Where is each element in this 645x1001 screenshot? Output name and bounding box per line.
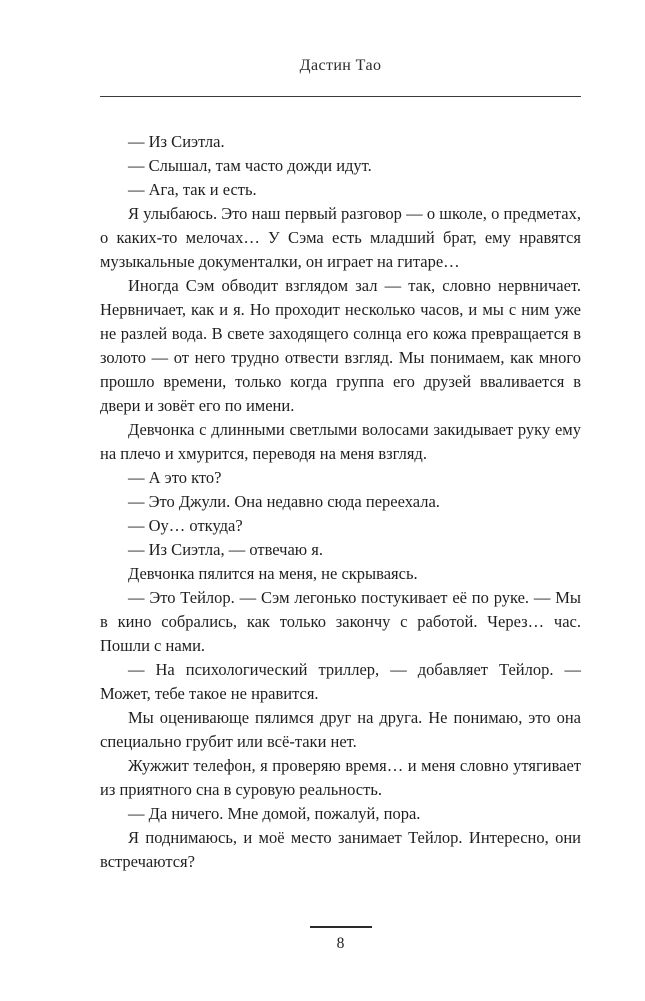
footer-rule xyxy=(310,926,372,928)
paragraph: Девчонка пялится на меня, не скрываясь. xyxy=(128,564,418,583)
paragraph: — Слышал, там часто дожди идут. xyxy=(128,156,372,175)
page-number: 8 xyxy=(336,935,345,952)
paragraph: Я улыбаюсь. Это наш первый разговор — о школе, о предметах, о каких-то мелочах… У Сэма есть младший брат, ему нравятся музыкальные документалки, он играет на гитаре… xyxy=(100,204,581,271)
paragraph: — Это Тейлор. — Сэм легонько постукивает её по руке. — Мы в кино собрались, как только закончу с работой. Через… час. Пошли с нами. xyxy=(100,588,581,655)
header-author-name: Дастин Тао xyxy=(299,57,382,74)
paragraph: — Ага, так и есть. xyxy=(128,180,257,199)
paragraph: — Из Сиэтла, — отвечаю я. xyxy=(128,540,323,559)
paragraph: — Да ничего. Мне домой, пожалуй, пора. xyxy=(128,804,421,823)
paragraph: — На психологический триллер, — добавляет Тейлор. — Может, тебе такое не нравится. xyxy=(100,660,581,703)
paragraph: — А это кто? xyxy=(128,468,222,487)
paragraph: — Оу… откуда? xyxy=(128,516,243,535)
running-header xyxy=(100,0,581,97)
paragraph: Девчонка с длинными светлыми волосами закидывает руку ему на плечо и хмурится, переводя на меня взгляд. xyxy=(100,420,581,463)
paragraph: — Это Джули. Она недавно сюда переехала. xyxy=(128,492,440,511)
paragraph: Я поднимаюсь, и моё место занимает Тейлор. Интересно, они встречаются? xyxy=(100,828,581,871)
paragraph: Мы оценивающе пялимся друг на друга. Не понимаю, это она специально грубит или всё-таки нет. xyxy=(100,708,581,751)
paragraph: Иногда Сэм обводит взглядом зал — так, словно нервничает. Нервничает, как и я. Но проходит несколько часов, и мы с ним уже не разлей вода. В свете заходящего солнца его кожа превращается в золото — от него трудно отвести взгляд. Мы понимаем, как много прошло времени, только когда группа его друзей вваливается в двери и зовёт его по имени. xyxy=(100,276,581,415)
paragraph: — Из Сиэтла. xyxy=(128,132,225,151)
body-text xyxy=(100,130,581,874)
paragraph: Жужжит телефон, я проверяю время… и меня словно утягивает из приятного сна в суровую реальность. xyxy=(100,756,581,799)
header-rule xyxy=(100,96,581,97)
page-footer xyxy=(100,926,581,953)
